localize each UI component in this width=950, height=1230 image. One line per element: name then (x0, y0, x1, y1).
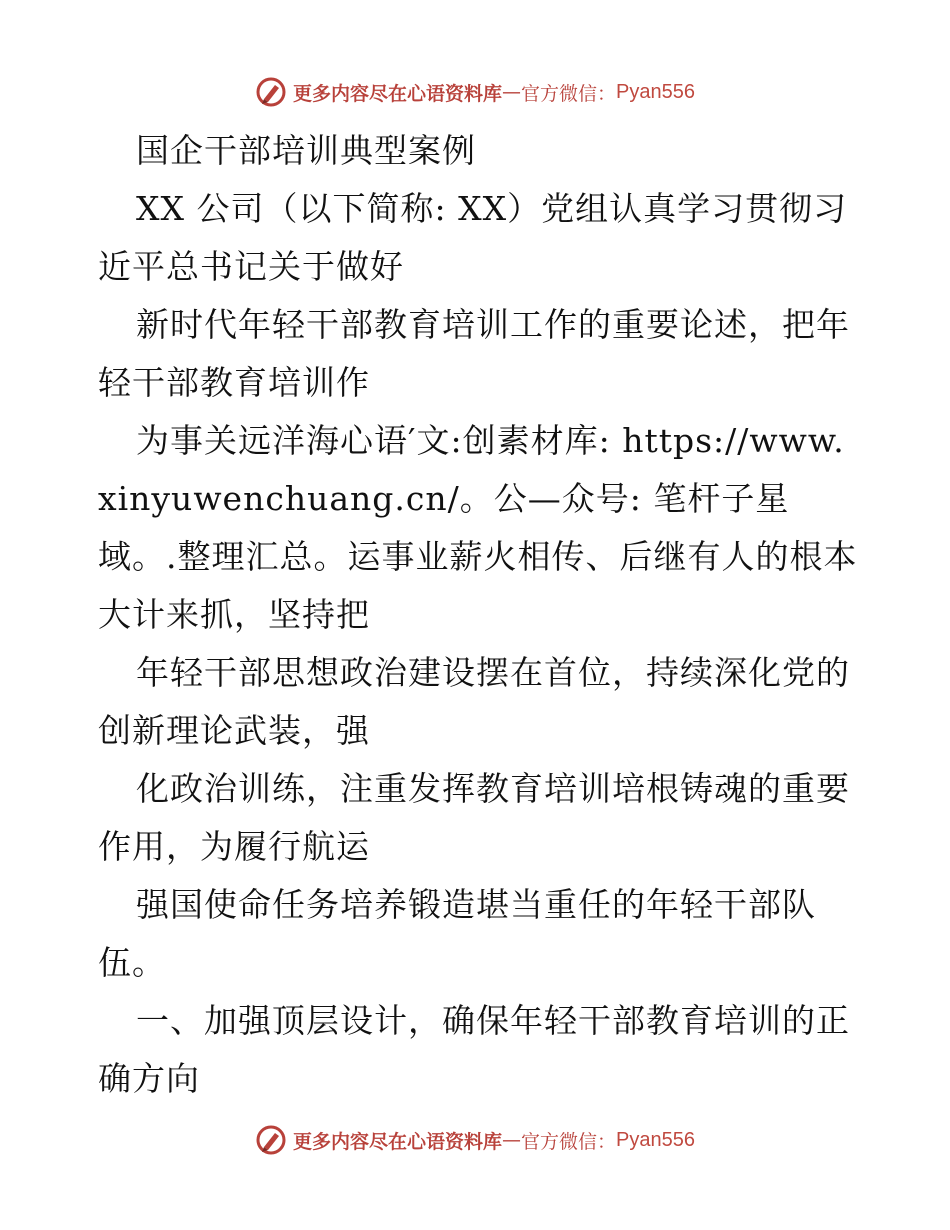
pen-logo-icon (255, 1124, 287, 1156)
banner-wechat-label: 官方微信： (521, 1130, 617, 1153)
header-banner (0, 72, 950, 112)
paragraph-6: 强国使命任务培养锻造堪当重任的年轻干部队伍。 (98, 885, 816, 982)
footer-banner (0, 1120, 950, 1160)
document-body (98, 122, 858, 1108)
document-title: 国企干部培训典型案例 (136, 131, 476, 170)
banner-main-text: 更多内容尽在心语资料库 (293, 82, 503, 105)
banner-wechat-id: Pyan556 (616, 80, 695, 103)
pen-logo-icon (255, 76, 287, 108)
paragraph-5: 化政治训练，注重发挥教育培训培根铸魂的重要作用，为履行航运 (98, 769, 850, 866)
paragraph-3: 为事关远洋海心语′文:创素材库: https://www.xinyuwenchuang.cn/。公—众号: 笔杆子星域。.整理汇总。运事业薪火相传、后继有人的根本大计来抓，坚持把 (98, 421, 858, 634)
banner-separator: — (502, 1129, 522, 1151)
banner-wechat-label: 官方微信： (521, 82, 617, 105)
paragraph-2: 新时代年轻干部教育培训工作的重要论述，把年轻干部教育培训作 (98, 305, 850, 402)
banner-wechat-id: Pyan556 (616, 1128, 695, 1151)
section-heading-1: 一、加强顶层设计，确保年轻干部教育培训的正确方向 (98, 1001, 850, 1098)
paragraph-1: XX 公司（以下简称: XX）党组认真学习贯彻习近平总书记关于做好 (98, 189, 848, 286)
banner-separator: — (502, 81, 522, 103)
banner-main-text: 更多内容尽在心语资料库 (293, 1130, 503, 1153)
paragraph-4: 年轻干部思想政治建设摆在首位，持续深化党的创新理论武装，强 (98, 653, 850, 750)
